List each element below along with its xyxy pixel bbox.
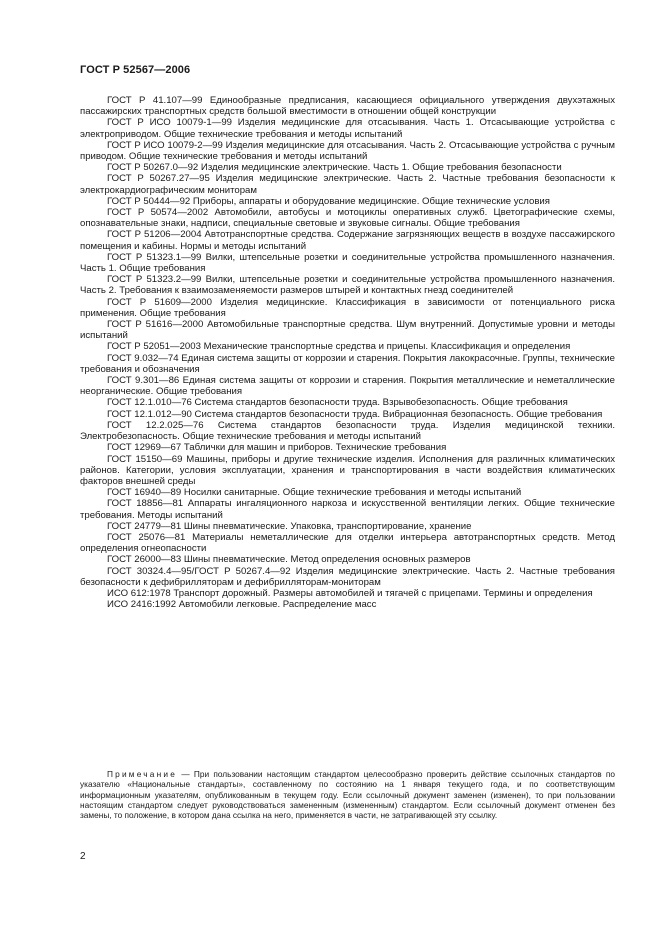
reference-item: ГОСТ Р 50574—2002 Автомобили, автобусы и мотоциклы оперативных служб. Цветографические схемы, опознавательные знаки, надписи, специальные световые и звуковые сигналы. Общие требования: [80, 207, 615, 230]
reference-item: ГОСТ 9.032—74 Единая система защиты от коррозии и старения. Покрытия лакокрасочные. Группы, технические требования и обозначения: [80, 352, 615, 375]
reference-item: ГОСТ 26000—83 Шины пневматические. Метод определения основных размеров: [107, 554, 471, 566]
reference-item: ГОСТ Р 41.107—99 Единообразные предписания, касающиеся официального утверждения двухэтажных пассажирских транспортных средств большой вместимости в отношении общей конструкции: [80, 95, 615, 118]
reference-item: ГОСТ 16940—89 Носилки санитарные. Общие технические требования и методы испытаний: [107, 487, 522, 499]
reference-item: ГОСТ 12.1.012—90 Система стандартов безопасности труда. Вибрационная безопасность. Общие требования: [107, 408, 603, 420]
reference-item: ГОСТ 12.1.010—76 Система стандартов безопасности труда. Взрывобезопасность. Общие требования: [107, 397, 568, 409]
reference-item: ГОСТ Р 52051—2003 Механические транспортные средства и прицепы. Классификация и определения: [107, 341, 571, 353]
reference-item: ГОСТ 18856—81 Аппараты ингаляционного наркоза и искусственной вентиляции легких. Общие технические требования. Методы испытаний: [80, 498, 615, 521]
reference-item: ГОСТ Р 51323.1—99 Вилки, штепсельные розетки и соединительные устройства промышленного назначения. Часть 1. Общие требования: [80, 251, 615, 275]
note-block: [80, 769, 615, 820]
reference-item: ГОСТ 12969—67 Таблички для машин и приборов. Технические требования: [107, 442, 447, 454]
reference-item: ГОСТ Р 51609—2000 Изделия медицинские. Классификация в зависимости от потенциального риска применения. Общие требования: [80, 296, 615, 319]
reference-item: ГОСТ 24779—81 Шины пневматические. Упаковка, транспортирование, хранение: [107, 520, 472, 532]
reference-item: ГОСТ Р ИСО 10079-2—99 Изделия медицинские для отсасывания. Часть 2. Отсасывающие устройства с ручным приводом. Общие технические требования и методы испытаний: [80, 139, 615, 163]
reference-item: ИСО 2416:1992 Автомобили легковые. Распределение масс: [107, 599, 377, 611]
reference-item: ГОСТ Р ИСО 10079-1—99 Изделия медицинские для отсасывания. Часть 1. Отсасывающие устройства с электроприводом. Общие технические требования и методы испытаний: [80, 117, 615, 140]
reference-item: ГОСТ 25076—81 Материалы неметаллические для отделки интерьера автотранспортных средств. Метод определения огнеопасности: [80, 531, 615, 555]
page-number: 2: [80, 851, 86, 862]
reference-item: ГОСТ Р 50267.27—95 Изделия медицинские электрические. Часть 2. Частные требования безопасности к электрокардиографическим мониторам: [80, 173, 615, 196]
reference-item: ГОСТ 15150—69 Машины, приборы и другие технические изделия. Исполнения для различных климатических районов. Категории, условия эксплуатации, хранения и транспортирования в части воздействия климатических факторов внешней среды: [80, 453, 615, 487]
reference-item: ГОСТ 30324.4—95/ГОСТ Р 50267.4—92 Изделия медицинские электрические. Часть 2. Частные требования безопасности к дефибрилляторам и дефибрилляторам-мониторам: [80, 565, 615, 588]
reference-item: ГОСТ Р 51616—2000 Автомобильные транспортные средства. Шум внутренний. Допустимые уровни и методы испытаний: [80, 319, 615, 342]
document-header: ГОСТ Р 52567—2006: [80, 64, 191, 76]
note-label: Примечание: [107, 769, 178, 779]
reference-item: ИСО 612:1978 Транспорт дорожный. Размеры автомобилей и тягачей с прицепами. Термины и определения: [107, 587, 593, 599]
note-text: — При пользовании настоящим стандартом целесообразно проверить действие ссылочных стандартов по указателю «Национальные стандарты», составленному по состоянию на 1 января текущего года, и по соответствующим информационным указателям, опубликованным в текущем году. Если ссылочный документ заменен (изменен), то при пользовании настоящим стандартом следует руководствоваться замененным (измененным) стандартом. Если ссылочный документ отменен без замены, то положение, в котором дана ссылка на него, применяется в части, не затрагивающей эту ссылку.: [80, 769, 615, 821]
reference-item: ГОСТ Р 51323.2—99 Вилки, штепсельные розетки и соединительные устройства промышленного назначения. Часть 2. Требования к взаимозаменяемости размеров штырей и контактных гнезд соединителей: [80, 274, 615, 297]
reference-item: ГОСТ Р 51206—2004 Автотранспортные средства. Содержание загрязняющих веществ в воздухе пассажирского помещения и кабины. Нормы и методы испытаний: [80, 229, 615, 252]
reference-item: ГОСТ 12.2.025—76 Система стандартов безопасности труда. Изделия медицинской техники. Электробезопасность. Общие технические требования и методы испытаний: [80, 419, 615, 443]
reference-item: ГОСТ Р 50444—92 Приборы, аппараты и оборудование медицинские. Общие технические условия: [107, 195, 550, 207]
reference-item: ГОСТ 9.301—86 Единая система защиты от коррозии и старения. Покрытия металлические и неметаллические неорганические. Общие требования: [80, 375, 615, 398]
note-paragraph: [80, 769, 615, 820]
reference-item: ГОСТ Р 50267.0—92 Изделия медицинские электрические. Часть 1. Общие требования безопасности: [107, 162, 562, 174]
normative-references-list: [80, 95, 615, 610]
